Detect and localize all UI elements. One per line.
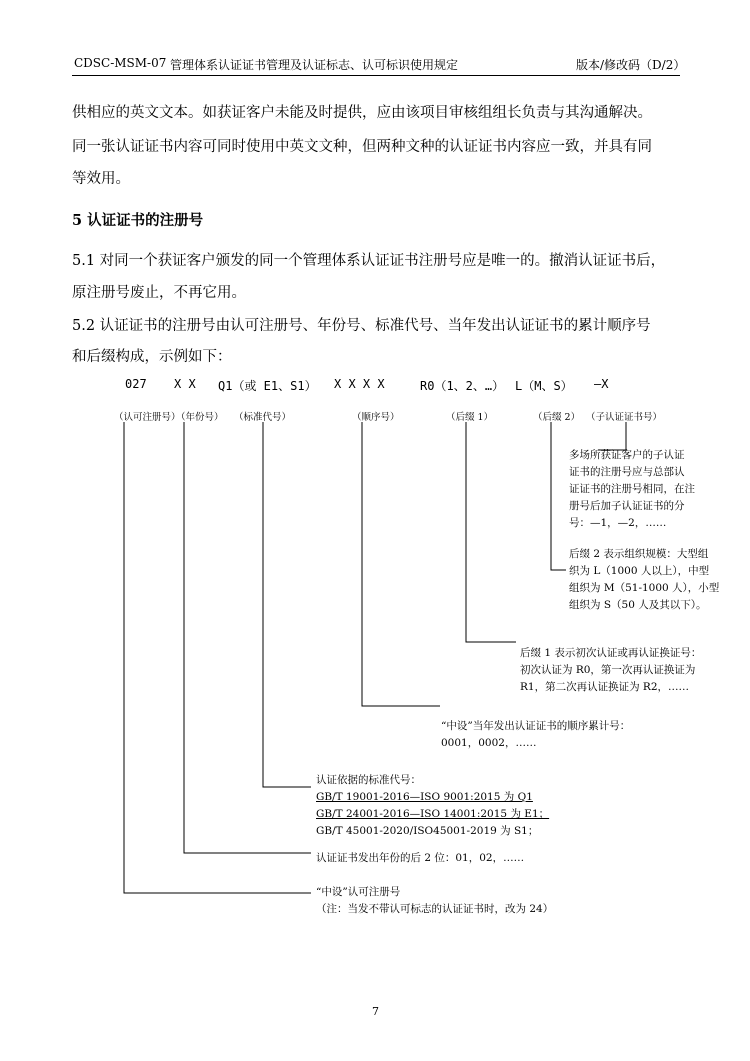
label-year: （年份号） [176, 412, 224, 423]
version-code: 版本/修改码（D/2） [576, 58, 686, 72]
note-suffix1: 后缀 1 表示初次认证或再认证换证号： 初次认证为 R0，第一次再认证换证为 R1，第二次再认证换证为 R2，…… [520, 647, 702, 693]
label-standard: （标准代号） [234, 412, 292, 423]
paragraph-line: 原注册号废止，不再它用。 [72, 285, 246, 301]
note-standard: 认证依据的标准代号： GB/T 19001-2016—ISO 9001:2015 为 Q1 GB/T 24001-2016—ISO 14001:2015 为 E1； GB/T 45001-2020/ISO45001-2019 为 S1； [316, 774, 550, 837]
paragraph-line: 5.1 对同一个获证客户颁发的同一个管理体系认证证书注册号应是唯一的。撤消认证证书后， [72, 253, 666, 269]
label-sub: （子认证证书号） [586, 412, 663, 423]
connector-accreditation [124, 422, 311, 893]
code-sub: —X [594, 377, 609, 391]
connector-year [184, 422, 311, 853]
paragraph-line: 5.2 认证证书的注册号由认可注册号、年份号、标准代号、当年发出认证证书的累计顺序号 [72, 318, 651, 334]
note-accreditation: “中设”认可注册号 （注：当发不带认可标志的认证证书时，改为 24） [316, 886, 554, 915]
note-year: 认证证书发出年份的后 2 位：01，02，…… [316, 852, 525, 864]
code-standard: Q1（或 E1、S1） [218, 379, 317, 393]
code-suffix1: R0（1、2、…） [420, 379, 505, 393]
label-accreditation: （认可注册号） [114, 412, 181, 423]
code-suffix2: L（M、S） [515, 379, 573, 393]
connector-suffix2 [551, 422, 566, 570]
connector-sub [598, 422, 626, 450]
paragraph-line: 和后缀构成，示例如下： [72, 349, 232, 365]
code-year: X X [174, 377, 196, 391]
code-sequence: X X X X [334, 377, 385, 391]
doc-title: 管理体系认证证书管理及认证标志、认可标识使用规定 [170, 58, 459, 72]
paragraph-line: 同一张认证证书内容可同时使用中英文文种，但两种文种的认证证书内容应一致，并具有同 [72, 139, 652, 155]
page-number: 7 [372, 1005, 379, 1018]
code-accreditation: 027 [125, 377, 147, 391]
label-sequence: （顺序号） [352, 412, 400, 423]
connector-sequence [362, 422, 440, 706]
note-suffix2: 后缀 2 表示组织规模：大型组 织为 L（1000 人以上），中型 组织为 M（51-1000 人），小型 组织为 S（50 人及其以下）。 [569, 548, 720, 611]
paragraph-line: 供相应的英文文本。如获证客户未能及时提供，应由该项目审核组组长负责与其沟通解决。 [72, 105, 652, 121]
label-suffix2: （后缀 2） [533, 412, 581, 423]
note-sequence: “中设”当年发出认证证书的顺序累计号： 0001，0002，…… [441, 720, 631, 749]
label-suffix1: （后缀 1） [446, 412, 494, 423]
connector-standard [263, 422, 311, 787]
note-sub: 多场所获证客户的子认证 证书的注册号应与总部认 证证书的注册号相同，在注 册号后加子认证证书的分 号：—1，—2，…… [569, 449, 695, 529]
section-heading: 5 认证证书的注册号 [72, 212, 204, 229]
doc-code: CDSC-MSM-07 [74, 56, 167, 70]
connector-suffix1 [466, 422, 516, 642]
paragraph-line: 等效用。 [72, 171, 130, 187]
